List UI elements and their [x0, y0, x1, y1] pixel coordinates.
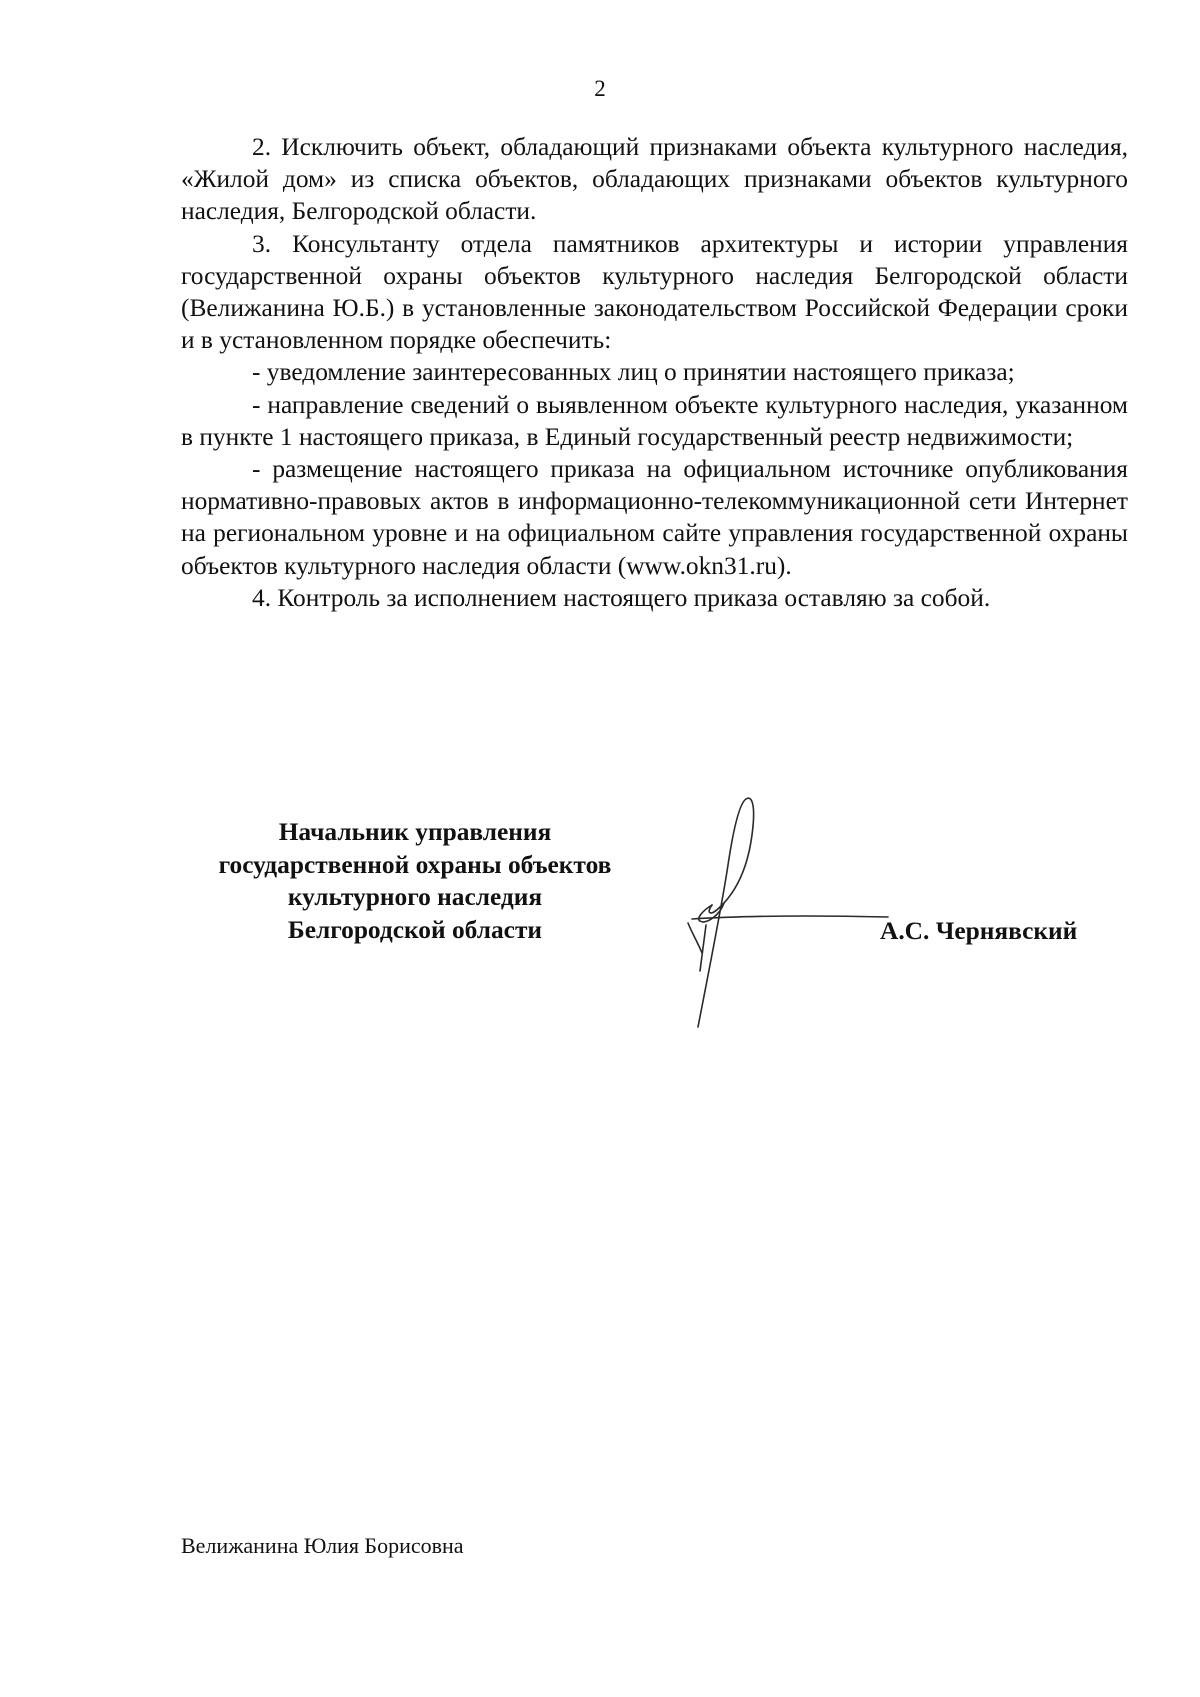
paragraph-item-4: 4. Контроль за исполнением настоящего приказа оставляю за собой.	[252, 583, 991, 612]
document-body	[181, 131, 1128, 614]
paragraph-subitem-notification: - уведомление заинтересованных лиц о принятии настоящего приказа;	[252, 358, 1015, 387]
paragraph-item-2: 2. Исключить объект, обладающий признаками объекта культурного наследия, «Жилой дом» из списка объектов, обладающих признаками объектов культурного наследия, Белгородской области.	[181, 133, 1128, 226]
position-line: государственной охраны объектов	[218, 850, 612, 879]
position-line: культурного наследия	[287, 883, 543, 911]
signer-name: А.С. Чернявский	[880, 917, 1078, 945]
executor-name: Велижанина Юлия Борисовна	[181, 1533, 464, 1558]
handwritten-signature	[680, 795, 900, 1030]
paragraph-item-3: 3. Консультанту отдела памятников архитектуры и истории управления государственной охраны объектов культурного наследия Белгородской области (Велижанина Ю.Б.) в установленные законодательством Российской Федерации сроки и в установленном порядке обеспечить:	[181, 229, 1128, 355]
page-number: 2	[594, 76, 606, 101]
signatory-position	[170, 816, 660, 946]
paragraph-subitem-publication: - размещение настоящего приказа на официальном источнике опубликования нормативно-правовых актов в информационно-телекоммуникационной сети Интернет на региональном уровне и на официальном сайте управления государственной охраны объектов культурного наследия области (www.okn31.ru).	[181, 455, 1128, 580]
position-line: Начальник управления	[278, 818, 552, 846]
position-line: Белгородской области	[287, 915, 543, 944]
paragraph-subitem-registry: - направление сведений о выявленном объекте культурного наследия, указанном в пункте 1 настоящего приказа, в Единый государственный реестр недвижимости;	[181, 390, 1128, 451]
